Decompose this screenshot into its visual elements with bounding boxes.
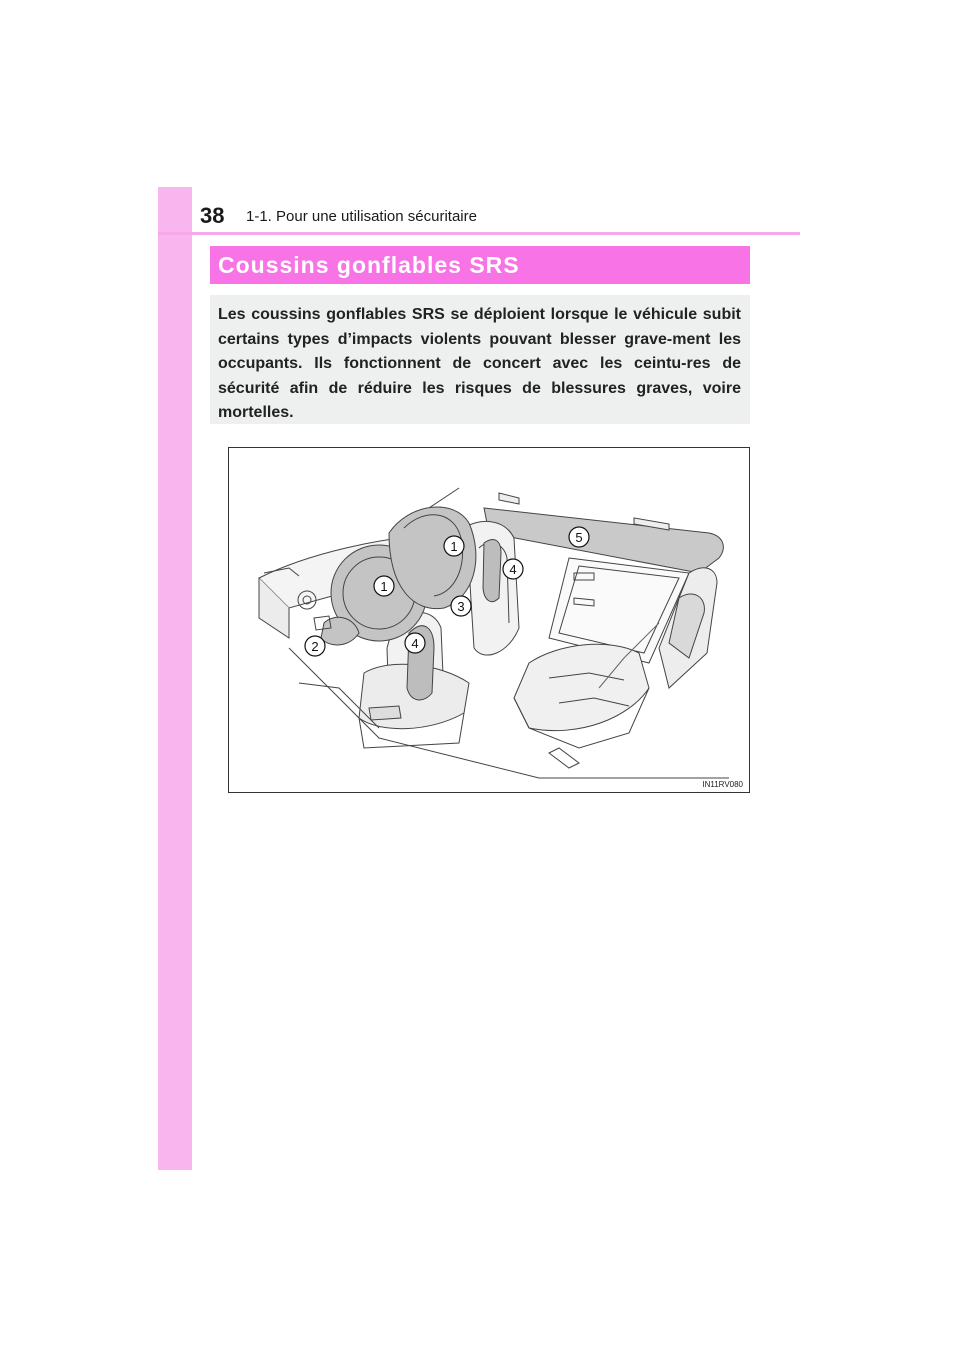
marker-label: 1 — [380, 579, 388, 594]
marker-4-driver-side — [405, 633, 425, 653]
marker-label: 5 — [575, 530, 583, 545]
side-tab-strip — [158, 187, 192, 1170]
page-number: 38 — [200, 203, 225, 228]
marker-label: 2 — [311, 639, 319, 654]
car-interior-drawing — [229, 448, 749, 792]
figure-code: IN11RV080 — [702, 780, 743, 789]
marker-label: 1 — [450, 539, 458, 554]
marker-3-knee-passenger — [451, 596, 471, 616]
marker-4-passenger-side — [503, 559, 523, 579]
marker-1-driver — [374, 576, 394, 596]
marker-label: 3 — [457, 599, 465, 614]
section-banner — [210, 246, 750, 284]
intro-text: Les coussins gonflables SRS se déploient lorsque le véhicule subit certains types d’impacts violents pouvant blesser grave-ment les occupants. Ils fonctionnent de concert avec les ceintu-res de sécurité afin de réduire les risques de blessures graves, voire mortelles. — [218, 306, 741, 421]
marker-5-curtain — [569, 527, 589, 547]
marker-label: 4 — [411, 636, 419, 651]
marker-2-knee — [305, 636, 325, 656]
chapter-title: 1-1. Pour une utilisation sécuritaire — [246, 208, 477, 225]
section-title: Coussins gonflables SRS — [218, 252, 520, 278]
airbag-illustration — [228, 447, 750, 793]
marker-label: 4 — [509, 562, 517, 577]
intro-box — [210, 295, 750, 424]
marker-1-passenger — [444, 536, 464, 556]
header-divider — [158, 232, 800, 235]
